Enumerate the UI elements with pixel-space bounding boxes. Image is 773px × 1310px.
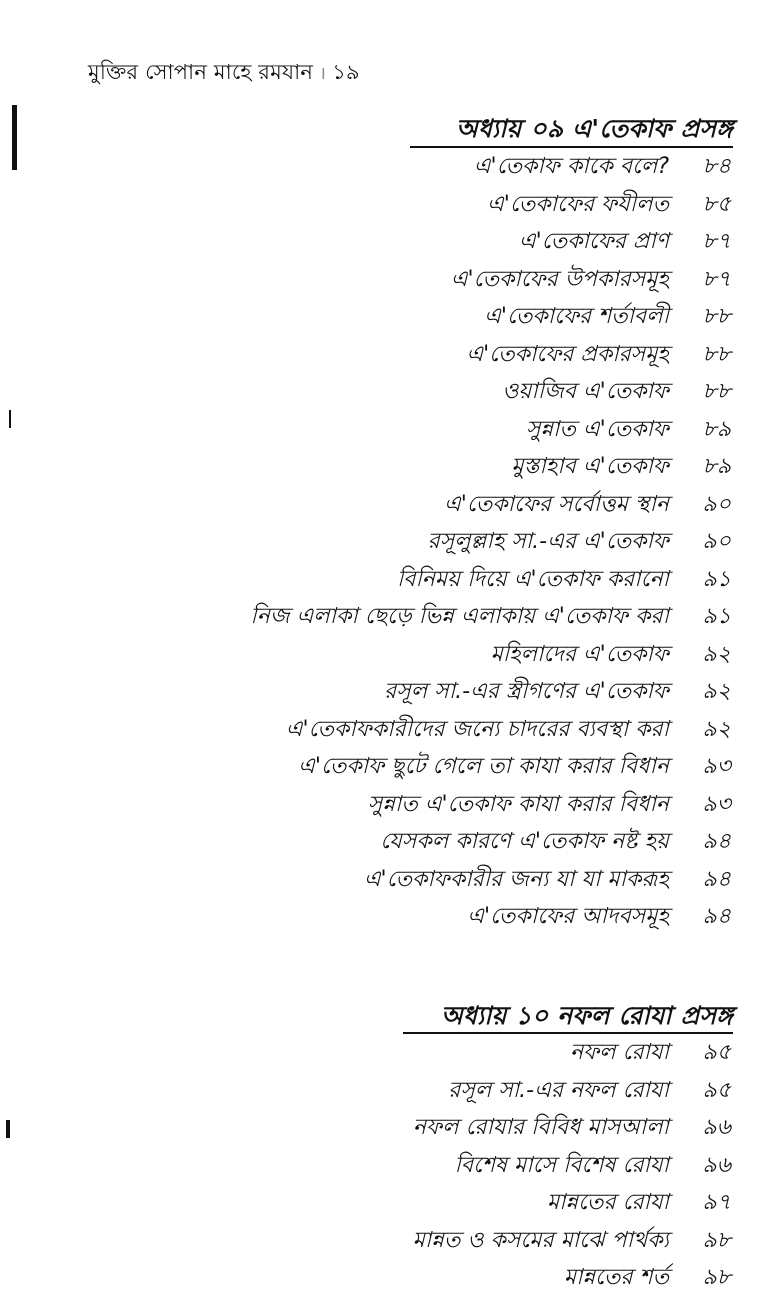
toc-entry[interactable] <box>250 299 731 337</box>
entry-page-number: ৯৬ <box>702 1115 731 1141</box>
entry-page-number: ৯১ <box>702 566 731 592</box>
entry-page-number: ৮৯ <box>702 416 731 442</box>
entry-page-number: ৯১ <box>702 604 731 630</box>
toc-entry[interactable] <box>250 562 731 600</box>
entry-title: এ'তেকাফের সর্বোত্তম স্থান <box>443 491 669 517</box>
entry-page-number: ৯৪ <box>702 866 731 892</box>
toc-entry[interactable] <box>250 224 731 262</box>
chapter-heading: অধ্যায় ১০ নফল রোযা প্রসঙ্গ <box>441 1001 733 1030</box>
entry-page-number: ৯৮ <box>702 1265 731 1291</box>
entry-title: এ'তেকাফের প্রকারসমূহ <box>466 341 669 367</box>
entry-title: এ'তেকাফের প্রাণ <box>518 229 669 255</box>
entry-page-number: ৯২ <box>702 679 731 705</box>
margin-mark <box>9 410 11 428</box>
entry-page-number: ৯০ <box>702 491 731 517</box>
entry-page-number: ৯৩ <box>702 754 731 780</box>
toc-entry[interactable] <box>250 674 731 712</box>
toc-entry[interactable] <box>413 1148 731 1186</box>
toc-entry[interactable] <box>413 1260 731 1298</box>
entry-title: বিশেষ মাসে বিশেষ রোযা <box>454 1152 669 1178</box>
entry-title: এ'তেকাফকারীর জন্য যা যা মাকরূহ <box>363 866 669 892</box>
entry-title: এ'তেকাফকারীদের জন্যে চাদরের ব্যবস্থা করা <box>285 716 669 742</box>
toc-entry[interactable] <box>413 1185 731 1223</box>
entry-title: এ'তেকাফের ফযীলত <box>487 191 669 217</box>
entry-title: রসূল সা.-এর নফল রোযা <box>448 1077 669 1103</box>
chapter-heading-rule <box>403 1032 733 1034</box>
toc-entry[interactable] <box>250 899 731 937</box>
entry-page-number: ৮৮ <box>702 379 731 405</box>
running-header <box>88 56 360 91</box>
toc-entry[interactable] <box>250 524 731 562</box>
toc-entry[interactable] <box>250 487 731 525</box>
entry-page-number: ৯৪ <box>702 904 731 930</box>
toc-entry[interactable] <box>250 787 731 825</box>
entry-page-number: ৯৭ <box>702 1190 731 1216</box>
entry-page-number: ৮৯ <box>702 454 731 480</box>
entry-page-number: ৮৮ <box>702 341 731 367</box>
toc-entry[interactable] <box>250 187 731 225</box>
toc-entry[interactable] <box>250 824 731 862</box>
toc-entry[interactable] <box>250 149 731 187</box>
entry-title: সুন্নাত এ'তেকাফ <box>525 416 669 442</box>
toc-entry[interactable] <box>250 862 731 900</box>
chapter-entry-list <box>413 1035 731 1298</box>
entry-title: এ'তেকাফ ছুটে গেলে তা কাযা করার বিধান <box>298 754 669 780</box>
entry-title: বিনিময় দিয়ে এ'তেকাফ করানো <box>396 566 669 592</box>
entry-title: ওয়াজিব এ'তেকাফ <box>502 379 669 405</box>
entry-page-number: ৯২ <box>702 641 731 667</box>
entry-page-number: ৯২ <box>702 716 731 742</box>
entry-title: মান্নত ও কসমের মাঝে পার্থক্য <box>412 1227 669 1253</box>
header-page-number: ১৯ <box>332 60 360 84</box>
toc-entry[interactable] <box>250 374 731 412</box>
entry-title: এ'তেকাফের শর্তাবলী <box>484 304 669 330</box>
book-title: মুক্তির সোপান মাহে রমযান <box>88 60 314 84</box>
toc-entry[interactable] <box>250 412 731 450</box>
toc-entry[interactable] <box>413 1223 731 1261</box>
entry-title: নফল রোযার বিবিধ মাসআলা <box>412 1115 669 1141</box>
entry-title: এ'তেকাফ কাকে বলে? <box>473 154 669 180</box>
entry-page-number: ৯৪ <box>702 829 731 855</box>
toc-entry[interactable] <box>250 712 731 750</box>
header-separator: । <box>319 63 327 84</box>
toc-entry[interactable] <box>413 1035 731 1073</box>
entry-title: মহিলাদের এ'তেকাফ <box>490 641 669 667</box>
entry-page-number: ৯৫ <box>702 1040 731 1066</box>
entry-title: এ'তেকাফের আদবসমূহ <box>467 904 669 930</box>
entry-page-number: ৮৮ <box>702 304 731 330</box>
entry-title: যেসকল কারণে এ'তেকাফ নষ্ট হয় <box>380 829 669 855</box>
entry-page-number: ৯৬ <box>702 1152 731 1178</box>
entry-page-number: ৮৭ <box>702 229 731 255</box>
toc-entry[interactable] <box>250 449 731 487</box>
toc-entry[interactable] <box>250 337 731 375</box>
toc-entry[interactable] <box>250 749 731 787</box>
toc-entry[interactable] <box>413 1073 731 1111</box>
entry-title: নফল রোযা <box>569 1040 669 1066</box>
toc-entry[interactable] <box>413 1110 731 1148</box>
margin-mark <box>12 105 17 170</box>
entry-page-number: ৯৩ <box>702 791 731 817</box>
entry-page-number: ৮৭ <box>702 266 731 292</box>
entry-page-number: ৯৮ <box>702 1227 731 1253</box>
entry-page-number: ৮৪ <box>702 154 731 180</box>
entry-title: মান্নতের রোযা <box>546 1190 669 1216</box>
entry-page-number: ৯৫ <box>702 1077 731 1103</box>
entry-page-number: ৯০ <box>702 529 731 555</box>
toc-entry[interactable] <box>250 637 731 675</box>
entry-title: রসূলুল্লাহ সা.-এর এ'তেকাফ <box>427 529 669 555</box>
chapter-entry-list <box>250 149 731 937</box>
toc-entry[interactable] <box>250 262 731 300</box>
entry-title: মুস্তাহাব এ'তেকাফ <box>511 454 669 480</box>
entry-page-number: ৮৫ <box>702 191 731 217</box>
entry-title: নিজ এলাকা ছেড়ে ভিন্ন এলাকায় এ'তেকাফ করা <box>250 604 669 630</box>
chapter-heading-rule <box>410 146 733 148</box>
entry-title: এ'তেকাফের উপকারসমূহ <box>450 266 669 292</box>
chapter-heading: অধ্যায় ০৯ এ'তেকাফ প্রসঙ্গ <box>455 114 733 143</box>
margin-mark <box>6 1120 10 1138</box>
toc-entry[interactable] <box>250 599 731 637</box>
entry-title: রসূল সা.-এর স্ত্রীগণের এ'তেকাফ <box>384 679 669 705</box>
entry-title: সুন্নাত এ'তেকাফ কাযা করার বিধান <box>367 791 669 817</box>
entry-title: মান্নতের শর্ত <box>563 1265 669 1291</box>
